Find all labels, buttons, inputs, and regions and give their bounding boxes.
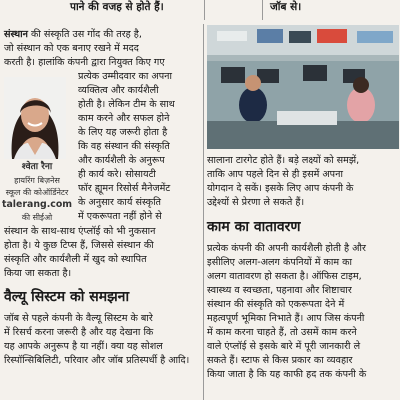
work-env-line: महत्वपूर्ण भूमिका निभाते हैं। आप जिस कंपनी xyxy=(207,313,365,324)
beside-photo-line: होती है। लेकिन टीम के साथ xyxy=(78,99,175,110)
beside-photo-line: में एकरूपता नहीं होने से xyxy=(78,211,162,222)
caption-title-1: हायरिंग बिज़नेस xyxy=(14,176,60,185)
value-system-line: में रिसर्च करना जरूरी है और यह देखना कि xyxy=(4,327,154,338)
office-photo xyxy=(207,25,399,149)
section-heading-work-environment: काम का वातावरण xyxy=(207,219,301,235)
intro-line-1: संस्थान की संस्कृति उस गोंद की तरह है, xyxy=(4,29,142,40)
work-env-line: वाले एंप्लॉई से इसके बारे में पूरी जानकारी ले xyxy=(207,341,361,352)
after-photo-line: संस्कृति और कार्यशैली में खुद को स्थापित xyxy=(4,254,147,265)
value-system-line: यह आपके अनुरूप है या नहीं। क्या यह सोशल xyxy=(4,341,163,352)
value-system-line: रिस्पॉन्सिबिलिटी, परिवार और जॉब प्रतिस्पर्धी है आदि। xyxy=(4,355,190,366)
caption-title-2: स्कूल की कोऑर्डिनेटर xyxy=(5,188,69,197)
beside-photo-line: फॉर ह्यूमन रिसोर्स मैनेजमेंट xyxy=(78,183,171,194)
caption-name: श्वेता रैना xyxy=(21,162,53,172)
intro-line-3: करती है। हालांकि कंपनी द्वारा नियुक्त किए गए xyxy=(4,57,165,68)
top-divider-right xyxy=(262,0,263,20)
beside-photo-line: और कार्यशैली के अनुरूप xyxy=(78,155,165,166)
intro-line-2: जो संस्थान को एक बनाए रखने में मदद xyxy=(4,43,139,54)
top-divider-left xyxy=(204,0,205,20)
work-env-line: इसीलिए अलग-अलग कंपनियों में काम का xyxy=(207,257,353,268)
top-right-fragment: जॉब से। xyxy=(270,1,302,13)
section-heading-value-system: वैल्यू सिस्टम को समझना xyxy=(4,289,130,305)
caption-role: की सीईओ xyxy=(21,213,53,222)
after-photo-line: संस्थान के साथ-साथ एंप्लॉई को भी नुकसान xyxy=(4,226,156,237)
beside-photo-line: व्यक्तित्व और कार्यशैली xyxy=(78,85,159,96)
work-env-line: में काम करना चाहते हैं, तो उसमें काम करने xyxy=(207,327,357,338)
beside-photo-line: ही कार्य करे। सोसायटी xyxy=(78,169,156,180)
work-env-line: किया जाता है कि यह काफी हद तक कंपनी के xyxy=(207,369,367,380)
beside-photo-line: के अनुसार कार्य संस्कृति xyxy=(78,197,162,208)
top-left-fragment: पाने की वजह से होते हैं। xyxy=(70,1,164,13)
work-env-line: प्रत्येक कंपनी की अपनी कार्यशैली होती है और xyxy=(207,243,366,254)
work-env-line: संस्थान की संस्कृति को एकरूपता देने में xyxy=(207,299,345,310)
after-photo-line: होता है। ये कुछ टिप्स हैं, जिससे संस्थान की xyxy=(4,240,154,251)
work-env-line: अलग वातावरण हो सकता है। ऑफिस टाइम, xyxy=(207,271,362,282)
office-scene-icon xyxy=(207,25,399,149)
top-para-line: उद्देश्यों से प्रेरणा ले सकते हैं। xyxy=(207,197,305,208)
after-photo-line: किया जा सकता है। xyxy=(4,268,72,279)
author-portrait-icon xyxy=(4,77,66,159)
value-system-line: जॉब से पहले कंपनी के वैल्यू सिस्टम के बारे xyxy=(4,313,153,324)
top-para-line: योगदान दे सकें। इसके लिए आप कंपनी के xyxy=(207,183,354,194)
beside-photo-line: के लिए यह जरूरी होता है xyxy=(78,127,168,138)
beside-photo-line: काम करने और सफल होने xyxy=(78,113,170,124)
beside-photo-line: प्रत्येक उम्मीदवार का अपना xyxy=(78,71,172,82)
caption-site: talerang.com xyxy=(2,199,73,210)
beside-photo-line: कि वह संस्थान की संस्कृति xyxy=(78,141,170,152)
author-photo xyxy=(4,77,66,159)
work-env-line: सकते हैं। स्टाफ से किस प्रकार का व्यवहार xyxy=(207,355,353,366)
top-para-line: सालाना टारगेट होते हैं। बड़े लक्ष्यों को समझें, xyxy=(207,155,360,166)
work-env-line: स्वास्थ्य व स्वच्छता, पहनावा और शिष्टाचार xyxy=(207,285,352,296)
column-divider xyxy=(203,24,204,400)
top-para-line: ताकि आप पहले दिन से ही इसमें अपना xyxy=(207,169,343,180)
